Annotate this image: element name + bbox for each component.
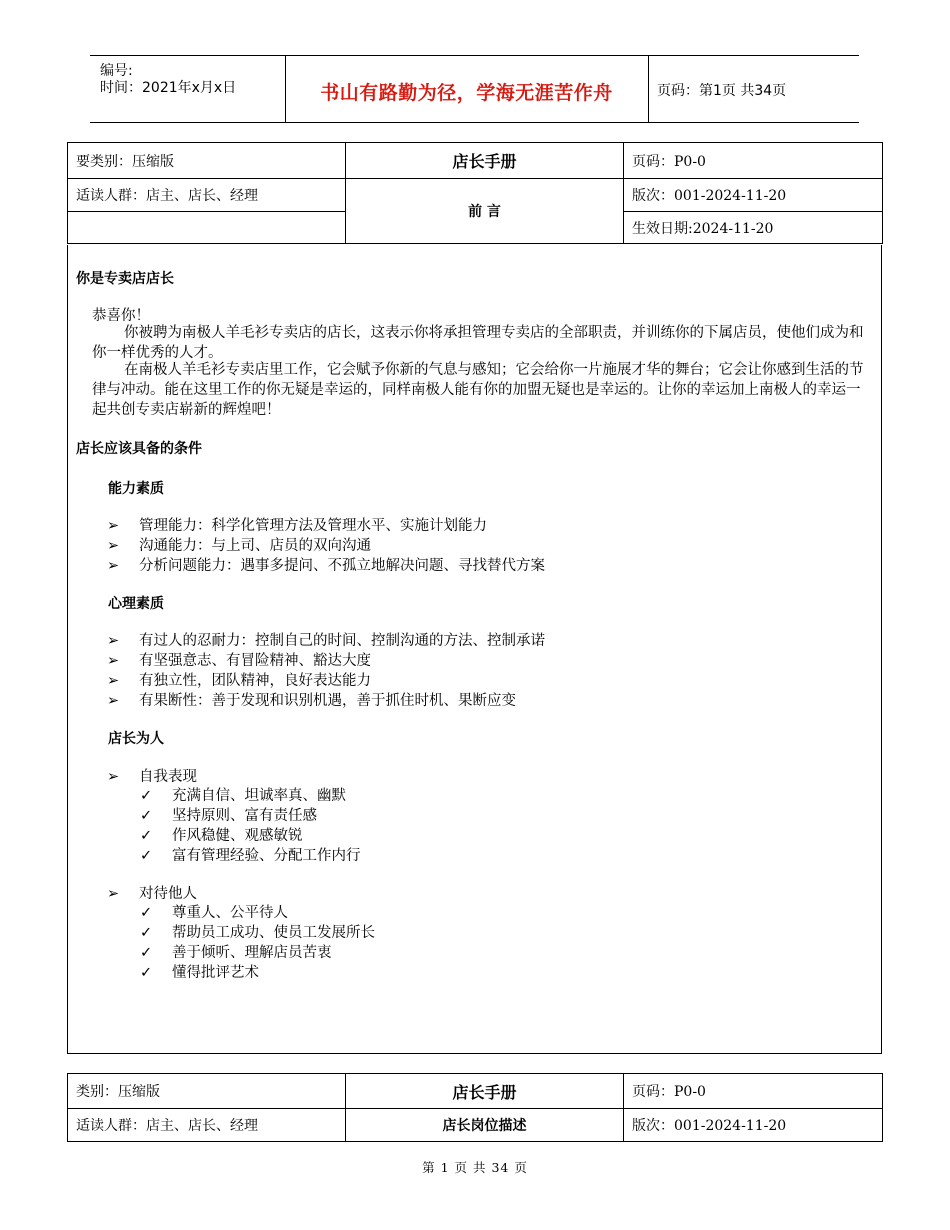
page-code-cell: 页码：P0-0 <box>624 1074 883 1109</box>
sub-list-item <box>140 804 317 825</box>
list-item-text: 管理能力：科学化管理方法及管理水平、实施计划能力 <box>139 518 487 534</box>
header-motto-cell <box>285 56 649 122</box>
list-item-text: 有果断性：善于发现和识别机遇，善于抓住时机、果断应变 <box>139 693 516 709</box>
check-bullet-icon: ✓ <box>140 788 153 804</box>
arrow-bullet-icon: ➢ <box>107 769 120 785</box>
list-item <box>107 629 545 650</box>
paragraph-text: 你被聘为南极人羊毛衫专卖店的店长，这表示你将承担管理专卖店的全部职责，并训练你的下属店员，使他们成为和你一样优秀的人才。 <box>92 325 864 361</box>
list-item <box>107 649 371 670</box>
arrow-bullet-icon: ➢ <box>107 538 120 554</box>
manual-title: 店长手册 <box>346 143 624 179</box>
list-item-text: 善于倾听、理解店员苦衷 <box>172 945 332 961</box>
check-bullet-icon: ✓ <box>140 945 153 961</box>
header-page-label: 页码：第1页 共34页 <box>657 83 787 99</box>
list-item-text: 帮助员工成功、使员工发展所长 <box>172 925 375 941</box>
list-item <box>107 669 371 690</box>
paragraph <box>92 323 873 363</box>
list-item <box>107 514 487 535</box>
list-item-text: 自我表现 <box>139 769 197 785</box>
arrow-bullet-icon: ➢ <box>107 518 120 534</box>
page-code-cell: 页码：P0-0 <box>624 143 883 179</box>
list-item <box>107 554 545 575</box>
section-title: 店长岗位描述 <box>346 1109 624 1142</box>
header-meta <box>90 56 286 122</box>
empty-cell <box>68 212 346 244</box>
effective-date-cell: 生效日期:2024-11-20 <box>624 212 883 244</box>
arrow-bullet-icon: ➢ <box>107 886 120 902</box>
sub-list-item <box>140 921 375 942</box>
list-item-text: 对待他人 <box>139 886 197 902</box>
sub-list-item <box>140 901 288 922</box>
check-bullet-icon: ✓ <box>140 965 153 981</box>
top-header <box>90 55 859 123</box>
list-item-text: 充满自信、坦诚率真、幽默 <box>172 788 346 804</box>
list-item <box>107 765 197 786</box>
list-item-text: 作风稳健、观感敏锐 <box>172 828 303 844</box>
subsection-heading: 店长为人 <box>108 731 164 747</box>
list-item-text: 懂得批评艺术 <box>172 965 259 981</box>
list-item-text: 有独立性，团队精神，良好表达能力 <box>139 673 371 689</box>
check-bullet-icon: ✓ <box>140 808 153 824</box>
section-heading: 店长应该具备的条件 <box>76 441 202 457</box>
arrow-bullet-icon: ➢ <box>107 673 120 689</box>
subsection-heading: 能力素质 <box>108 481 164 497</box>
check-bullet-icon: ✓ <box>140 828 153 844</box>
arrow-bullet-icon: ➢ <box>107 558 120 574</box>
header-page-cell <box>649 56 859 122</box>
check-bullet-icon: ✓ <box>140 905 153 921</box>
sub-list-item <box>140 941 332 962</box>
list-item-text: 尊重人、公平待人 <box>172 905 288 921</box>
readers-cell: 适读人群：店主、店长、经理 <box>68 179 346 212</box>
category-cell: 要类别：压缩版 <box>68 143 346 179</box>
readers-cell: 适读人群：店主、店长、经理 <box>68 1109 346 1142</box>
arrow-bullet-icon: ➢ <box>107 653 120 669</box>
list-item <box>107 534 371 555</box>
doc-info-table <box>67 1073 883 1142</box>
sub-list-item <box>140 824 303 845</box>
version-cell: 版次：001-2024-11-20 <box>624 1109 883 1142</box>
list-item-text: 有坚强意志、有冒险精神、豁达大度 <box>139 653 371 669</box>
section-heading: 你是专卖店店长 <box>76 271 174 287</box>
list-item-text: 沟通能力：与上司、店员的双向沟通 <box>139 538 371 554</box>
list-item <box>107 689 516 710</box>
list-item-text: 有过人的忍耐力：控制自己的时间、控制沟通的方法、控制承诺 <box>139 633 545 649</box>
list-item-text: 分析问题能力：遇事多提问、不孤立地解决问题、寻找替代方案 <box>139 558 545 574</box>
subsection-heading: 心理素质 <box>108 596 164 612</box>
arrow-bullet-icon: ➢ <box>107 693 120 709</box>
version-cell: 版次：001-2024-11-20 <box>624 179 883 212</box>
list-item <box>107 882 197 903</box>
number-label: 编号: <box>100 63 133 79</box>
greeting: 恭喜你！ <box>92 308 150 324</box>
time-label: 时间：2021年x月x日 <box>100 80 237 96</box>
sub-list-item <box>140 961 259 982</box>
arrow-bullet-icon: ➢ <box>107 633 120 649</box>
sub-list-item <box>140 784 346 805</box>
list-item-text: 富有管理经验、分配工作内行 <box>172 848 361 864</box>
check-bullet-icon: ✓ <box>140 848 153 864</box>
list-item-text: 坚持原则、富有责任感 <box>172 808 317 824</box>
page-footer: 第 1 页 共 34 页 <box>422 1160 528 1175</box>
category-cell: 类别：压缩版 <box>68 1074 346 1109</box>
doc-info-table <box>67 142 883 244</box>
paragraph-text: 在南极人羊毛衫专卖店里工作，它会赋予你新的气息与感知；它会给你一片施展才华的舞台；它会让你感到生活的节律与冲动。能在这里工作的你无疑是幸运的，同样南极人能有你的加盟无疑也是幸运的。让你的幸运加上南极人的幸运一起共创专卖店崭新的辉煌吧！ <box>92 362 864 418</box>
manual-title: 店长手册 <box>346 1074 624 1109</box>
motto: 书山有路勤为径，学海无涯苦作舟 <box>320 82 613 104</box>
paragraph <box>92 360 873 420</box>
section-title: 前 言 <box>346 179 624 244</box>
check-bullet-icon: ✓ <box>140 925 153 941</box>
sub-list-item <box>140 844 361 865</box>
